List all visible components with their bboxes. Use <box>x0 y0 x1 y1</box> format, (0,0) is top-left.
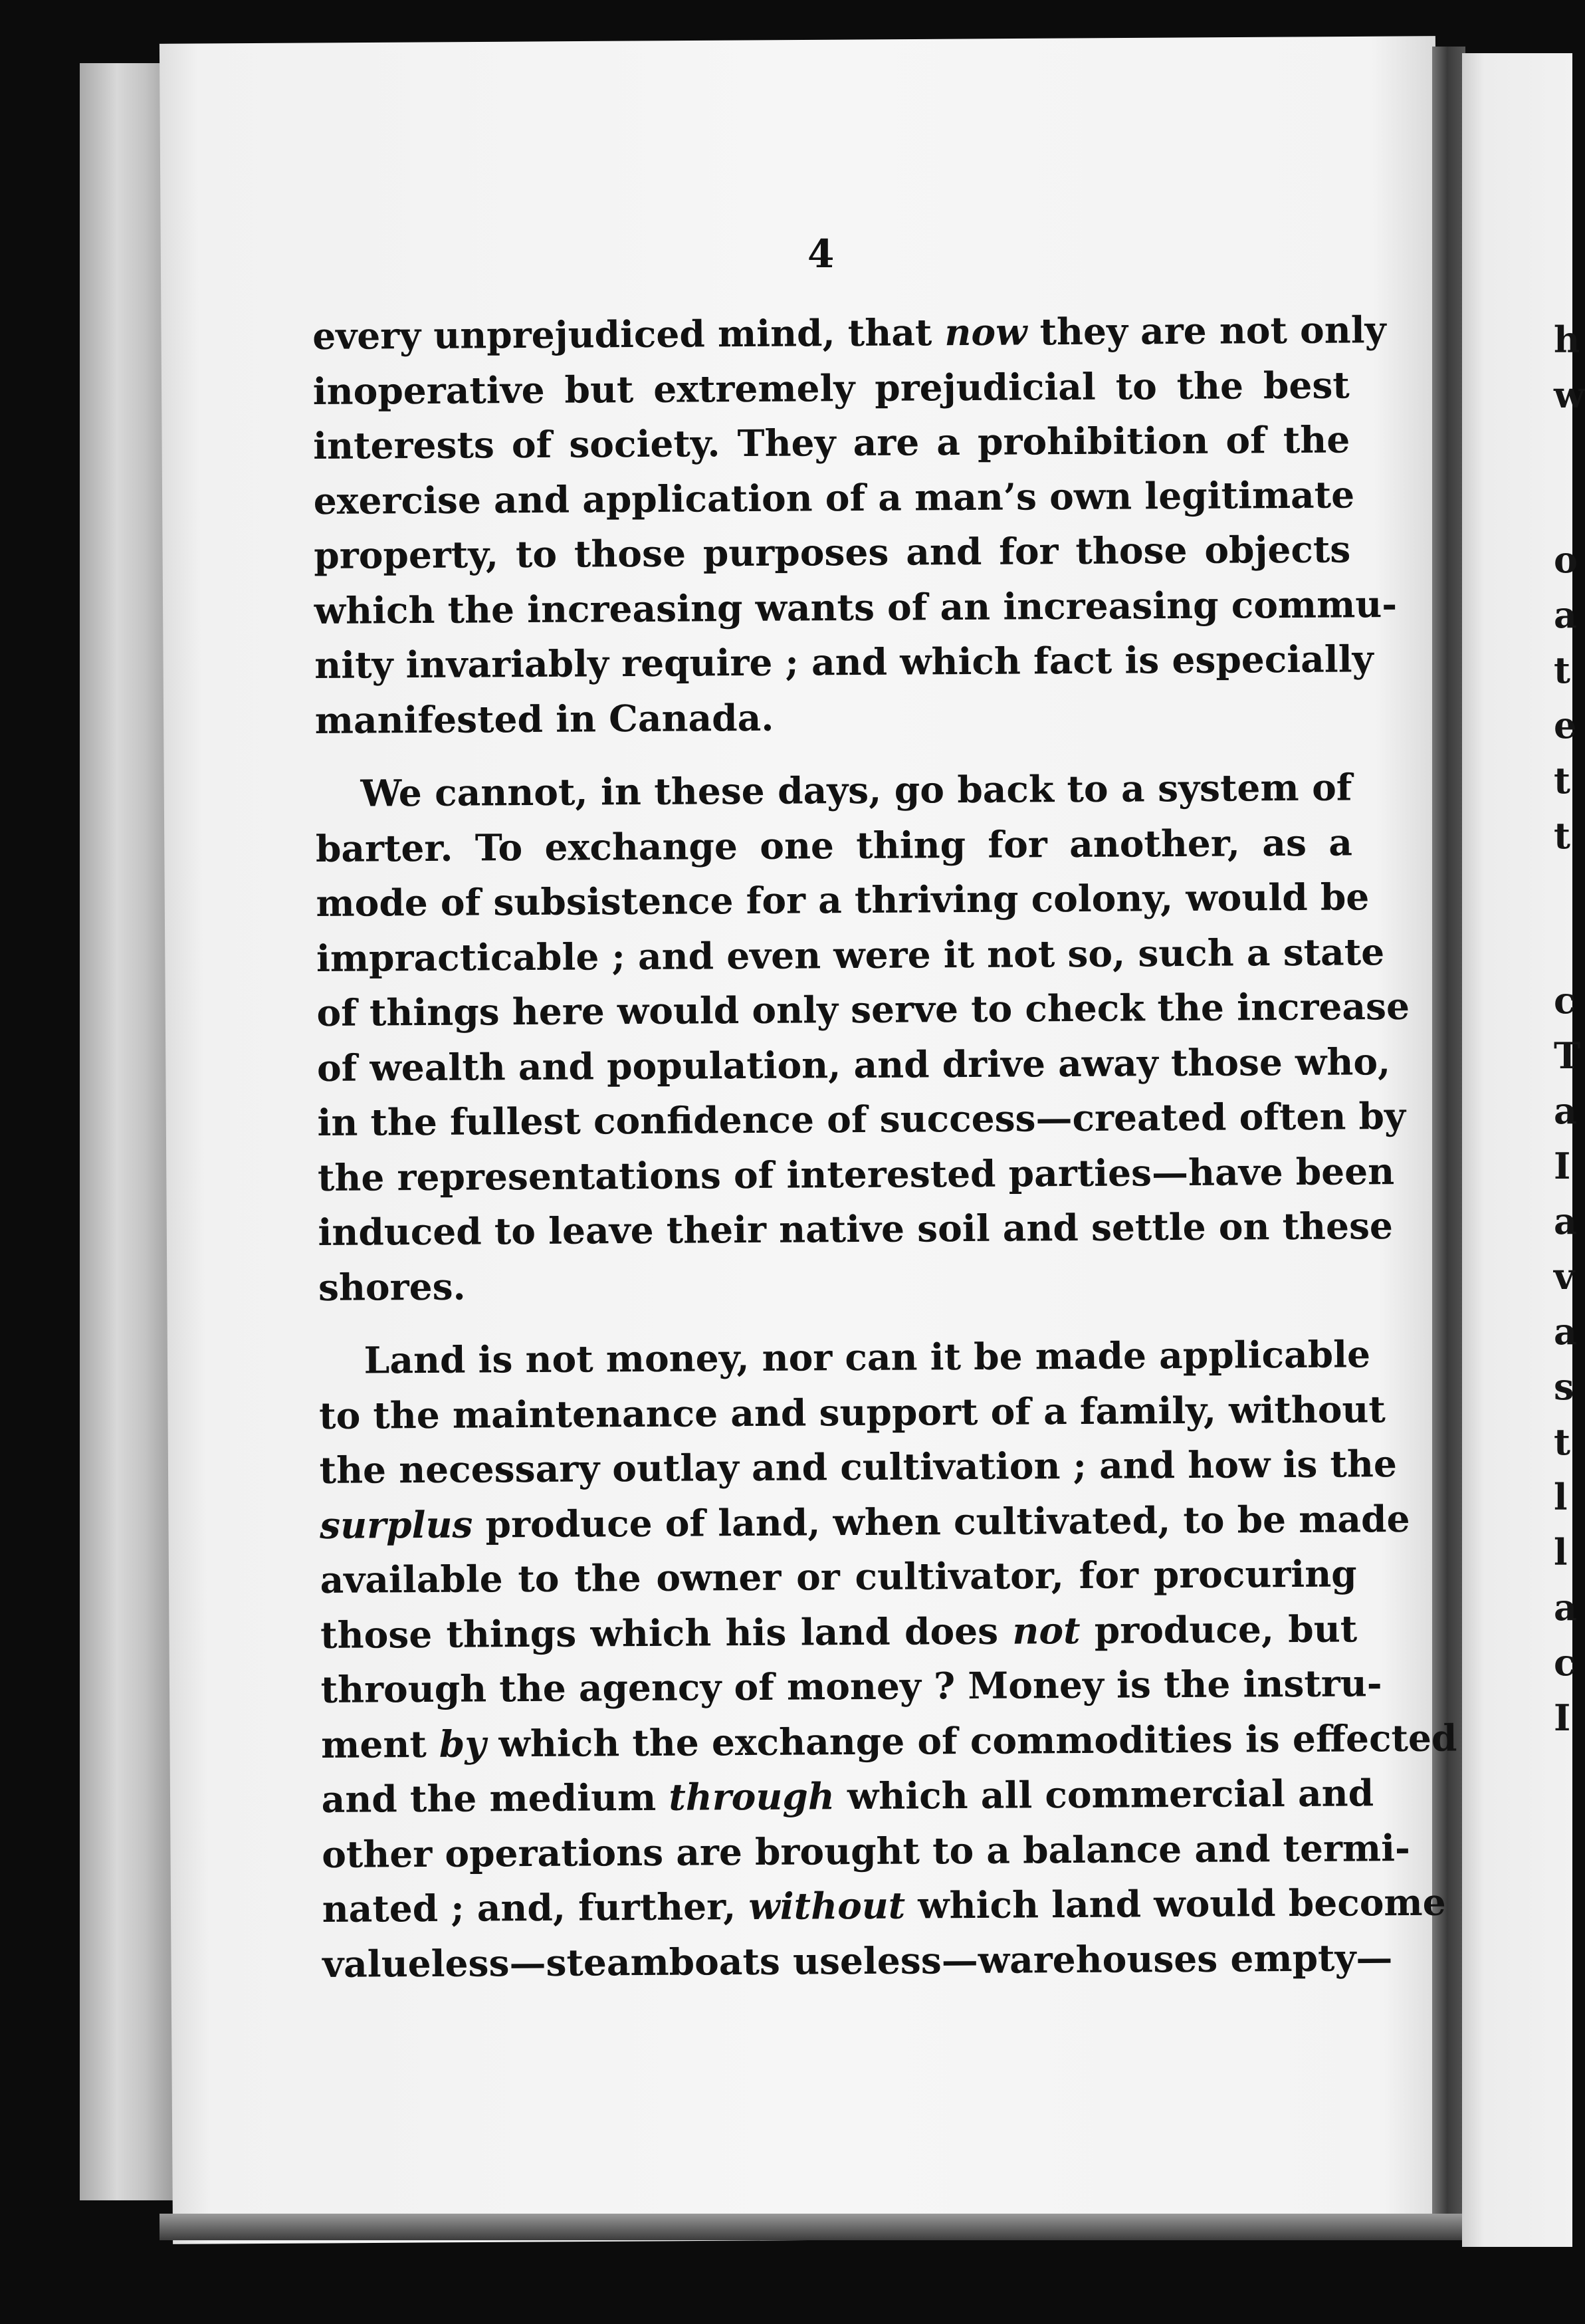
adjacent-page-letter: a <box>1554 1200 1577 1242</box>
text-line <box>320 1656 1382 1717</box>
text-run: available to the owner or cultivator, for procuring <box>320 1552 1357 1601</box>
body-text <box>312 302 1457 2010</box>
left-margin-strip <box>80 63 173 2200</box>
text-run: produce, but <box>1080 1606 1358 1652</box>
text-run: exercise and application of a man’s own legitimate <box>313 472 1355 523</box>
adjacent-page-letter: t <box>1554 759 1570 802</box>
adjacent-page-letter: T <box>1554 1034 1581 1077</box>
text-line <box>318 1199 1394 1260</box>
text-run: impracticable ; and even were it not so, such a state <box>316 929 1385 980</box>
text-line <box>315 687 1352 748</box>
adjacent-page-letter: I <box>1554 1696 1571 1739</box>
text-line <box>321 1766 1374 1827</box>
text-run: We cannot, in these days, go back to a system of <box>360 765 1352 815</box>
adjacent-page-letter: c <box>1554 979 1576 1022</box>
text-line <box>317 1144 1395 1205</box>
paragraph <box>315 760 1410 1315</box>
text-line <box>319 1437 1398 1498</box>
adjacent-page-letter: w <box>1554 374 1585 416</box>
text-line <box>315 760 1352 821</box>
italic-word: surplus <box>319 1502 473 1547</box>
text-run: nity invariably require ; and which fact is especially <box>314 637 1374 687</box>
text-line <box>320 1546 1356 1607</box>
text-line <box>316 870 1370 931</box>
text-line <box>314 522 1350 583</box>
text-run: induced to leave their native soil and settle on these <box>318 1204 1394 1254</box>
adjacent-page-letter: t <box>1554 1421 1570 1463</box>
text-run: to the maintenance and support of a family, without <box>318 1387 1386 1437</box>
adjacent-page-letter: a <box>1554 594 1577 636</box>
text-run: property, to those purposes and for those objects <box>314 527 1351 577</box>
paragraph <box>312 302 1398 748</box>
text-run: nated ; and, further, <box>322 1885 749 1930</box>
text-line <box>313 358 1350 419</box>
adjacent-page-letter: e <box>1554 704 1577 747</box>
text-line <box>320 1601 1357 1663</box>
text-run: and the medium <box>321 1775 669 1821</box>
text-line <box>318 1382 1386 1443</box>
text-line <box>321 1821 1411 1882</box>
adjacent-page-letter <box>1554 423 1580 532</box>
text-run: Land is not money, nor can it be made applicable <box>364 1332 1371 1382</box>
text-line <box>313 412 1350 473</box>
text-run: mode of subsistence for a thriving colony, would be <box>316 875 1370 925</box>
text-line <box>322 1930 1393 1992</box>
text-run: in the fullest confidence of success—created often by <box>317 1094 1406 1144</box>
adjacent-page-letter: a <box>1554 1090 1577 1132</box>
italic-word: by <box>439 1721 486 1766</box>
text-run: the necessary outlay and cultivation ; and how is the <box>319 1442 1398 1492</box>
text-run: every unprejudiced mind, that <box>312 310 945 358</box>
text-line <box>320 1711 1457 1772</box>
adjacent-page-letter: I <box>1554 1145 1571 1187</box>
adjacent-page-letter: a <box>1554 1586 1577 1629</box>
text-run: which the exchange of commodities is effected <box>486 1716 1457 1765</box>
italic-word: through <box>669 1774 835 1819</box>
adjacent-page-letter: h <box>1554 318 1580 361</box>
text-run: ment <box>320 1722 440 1766</box>
paragraph <box>318 1327 1457 1992</box>
text-line <box>316 925 1385 986</box>
text-line <box>316 1034 1391 1096</box>
text-run: interests of society. They are a prohibition of the <box>313 417 1350 467</box>
text-run: they are not only <box>1027 308 1386 354</box>
text-line <box>312 302 1386 364</box>
text-run: of things here would only serve to check the increase <box>316 984 1410 1034</box>
text-run: other operations are brought to a balance and termi- <box>321 1825 1411 1876</box>
bottom-edge-shadow <box>159 2214 1462 2240</box>
adjacent-page-letter: l <box>1554 1476 1568 1518</box>
text-run: the representations of interested parties—have been <box>317 1149 1395 1199</box>
text-line <box>318 1327 1371 1388</box>
text-run: shores. <box>318 1264 466 1309</box>
text-run: valueless—steamboats useless—warehouses empty— <box>322 1935 1393 1986</box>
text-line <box>313 467 1355 528</box>
italic-word: not <box>1012 1608 1081 1653</box>
adjacent-page-letter-column <box>1554 312 1585 1746</box>
text-run: which land would become <box>904 1880 1446 1927</box>
text-line <box>316 815 1352 876</box>
text-run: produce of land, when cultivated, to be made <box>473 1496 1410 1546</box>
adjacent-page-letter <box>1554 864 1580 973</box>
text-run: through the agency of money ? Money is the instru- <box>320 1661 1382 1711</box>
text-line <box>316 979 1410 1040</box>
adjacent-page-letter: o <box>1554 538 1578 581</box>
text-run: of wealth and population, and drive away those who, <box>316 1039 1391 1090</box>
adjacent-page-letter: v <box>1554 1255 1575 1298</box>
italic-word: without <box>748 1883 906 1928</box>
text-run: barter. To exchange one thing for another, as a <box>315 820 1353 870</box>
text-line <box>319 1492 1410 1553</box>
text-line <box>322 1875 1446 1936</box>
text-run: those things which his land does <box>320 1609 1013 1657</box>
page-number: 4 <box>807 231 835 277</box>
text-line <box>314 577 1398 638</box>
adjacent-page-letter: s <box>1554 1365 1574 1408</box>
text-line <box>314 632 1374 693</box>
adjacent-page-letter: t <box>1554 814 1570 857</box>
text-run: inoperative but extremely prejudicial to the best <box>312 362 1350 413</box>
adjacent-page-letter: t <box>1554 649 1570 691</box>
adjacent-page-letter: a <box>1554 1310 1577 1353</box>
text-run: which the increasing wants of an increasing commu- <box>314 582 1398 632</box>
text-line <box>317 1089 1406 1150</box>
italic-word: now <box>944 310 1027 354</box>
adjacent-page-letter: l <box>1554 1531 1568 1573</box>
adjacent-page-letter: c <box>1554 1641 1576 1684</box>
text-line <box>318 1254 1355 1315</box>
text-run: which all commercial and <box>834 1771 1374 1818</box>
text-run: manifested in Canada. <box>314 695 774 742</box>
